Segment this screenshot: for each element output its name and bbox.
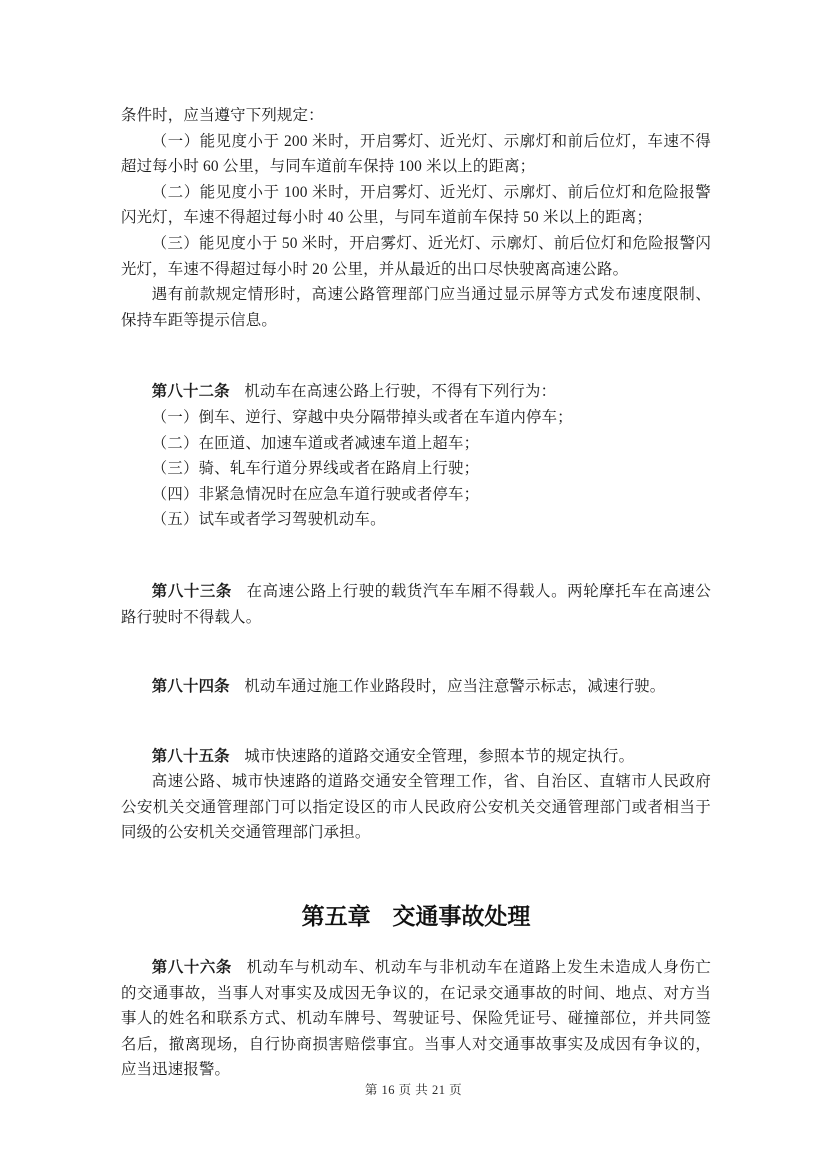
article-85-text: 城市快速路的道路交通安全管理，参照本节的规定执行。	[244, 747, 635, 765]
article-84-text: 机动车通过施工作业路段时，应当注意警示标志，减速行驶。	[244, 678, 666, 696]
document-body	[121, 103, 711, 1083]
chapter-number: 第五章	[301, 903, 371, 930]
article-85-paragraph	[121, 744, 711, 770]
article-86-paragraph	[121, 955, 711, 1083]
article-82-item-5: （五）试车或者学习驾驶机动车。	[151, 511, 386, 529]
article-86-number: 第八十六条	[151, 959, 232, 977]
total-pages-number: 21	[431, 1083, 446, 1097]
page-footer	[0, 1081, 827, 1099]
visibility-rule-item-1: （一）能见度小于 200 米时，开启雾灯、近光灯、示廓灯和前后位灯，车速不得超过每小时 60 公里，与同车道前车保持 100 米以上的距离；	[121, 132, 711, 176]
article-83-text: 在高速公路上行驶的载货汽车车厢不得载人。两轮摩托车在高速公路行驶时不得载人。	[121, 582, 711, 626]
article-83-paragraph	[121, 579, 711, 630]
article-85-continuation: 高速公路、城市快速路的道路交通安全管理工作，省、自治区、直辖市人民政府公安机关交通管理部门可以指定设区的市人民政府公安机关交通管理部门或者相当于同级的公安机关交通管理部门承担。	[121, 773, 711, 842]
current-page-number: 16	[381, 1083, 396, 1097]
article-82-paragraph	[121, 379, 711, 405]
footer-prefix: 第	[364, 1083, 378, 1097]
article-82-item-1: （一）倒车、逆行、穿越中央分隔带掉头或者在车道内停车；	[151, 408, 573, 426]
article-82-item-4: （四）非紧急情况时在应急车道行驶或者停车；	[151, 485, 480, 503]
article-84-number: 第八十四条	[151, 678, 230, 696]
article-82-item-2: （二）在匝道、加速车道或者减速车道上超车；	[151, 434, 480, 452]
article-82-item-3: （三）骑、轧车行道分界线或者在路肩上行驶；	[151, 460, 480, 478]
visibility-rule-item-2: （二）能见度小于 100 米时，开启雾灯、近光灯、示廓灯、前后位灯和危险报警闪光灯，车速不得超过每小时 40 公里，与同车道前车保持 50 米以上的距离；	[121, 183, 711, 227]
footer-middle: 页 共	[398, 1083, 429, 1097]
article-86-text: 机动车与机动车、机动车与非机动车在道路上发生未造成人身伤亡的交通事故，当事人对事实及成因无争议的，在记录交通事故的时间、地点、对方当事人的姓名和联系方式、机动车牌号、驾驶证号、保险凭证号、碰撞部位，并共同签名后，撤离现场，自行协商损害赔偿事宜。当事人对交通事故事实及成因有争议的，应当迅速报警。	[121, 959, 711, 1079]
article-82-text: 机动车在高速公路上行驶，不得有下列行为：	[244, 383, 557, 401]
paragraph-speed-info-notice: 遇有前款规定情形时，高速公路管理部门应当通过显示屏等方式发布速度限制、保持车距等提示信息。	[121, 286, 711, 329]
footer-suffix: 页	[449, 1083, 463, 1097]
visibility-rule-item-3: （三）能见度小于 50 米时，开启雾灯、近光灯、示廓灯、前后位灯和危险报警闪光灯，车速不得超过每小时 20 公里，并从最近的出口尽快驶离高速公路。	[121, 234, 711, 278]
paragraph-conditions-intro: 条件时，应当遵守下列规定：	[121, 107, 324, 124]
article-84-paragraph	[121, 674, 711, 700]
article-85-number: 第八十五条	[151, 747, 230, 765]
article-83-number: 第八十三条	[151, 582, 232, 600]
chapter-title: 交通事故处理	[392, 903, 531, 930]
article-82-number: 第八十二条	[151, 383, 230, 401]
chapter-5-heading	[121, 900, 711, 933]
